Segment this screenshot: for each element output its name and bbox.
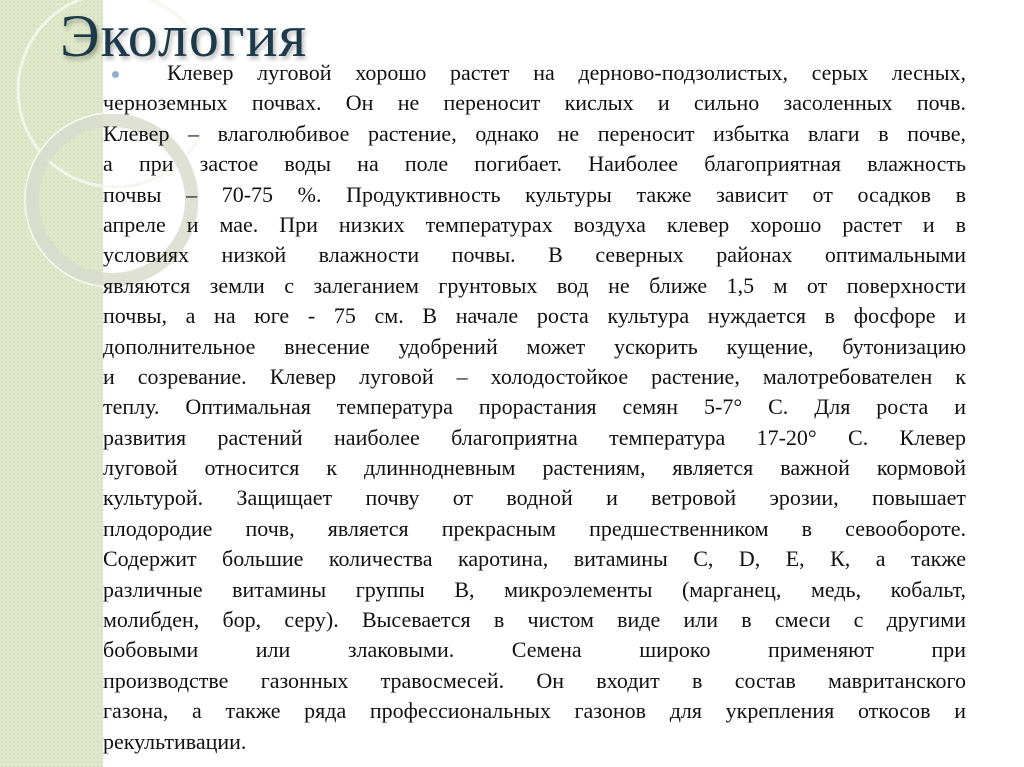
text-line: бобовыми или злаковыми. Семена широко применяют при (103, 637, 966, 663)
text-line: Содержит большие количества каротина, витамины С, D, Е, К, а также (103, 546, 966, 572)
text-line: апреле и мае. При низких температурах воздуха клевер хорошо растет и в (103, 211, 966, 237)
text-line: луговой относится к длиннодневным растениям, является важной кормовой (103, 455, 966, 481)
text-line: развития растений наиболее благоприятна температура 17-20° С. Клевер (103, 424, 966, 450)
text-line: производстве газонных травосмесей. Он входит в состав мавританского (103, 667, 966, 693)
slide-title: Экология (60, 3, 308, 69)
text-line: культурой. Защищает почву от водной и ветровой эрозии, повышает (103, 485, 966, 511)
text-line: плодородие почв, является прекрасным предшественником в севообороте. (103, 515, 966, 541)
text-line: а при застое воды на поле погибает. Наиболее благоприятная влажность (103, 151, 966, 177)
text-line: дополнительное внесение удобрений может ускорить кущение, бутонизацию (103, 333, 966, 359)
text-line: являются земли с залеганием грунтовых вод не ближе 1,5 м от поверхности (103, 272, 966, 298)
text-line: почвы – 70-75 %. Продуктивность культуры также зависит от осадков в (103, 181, 966, 207)
text-line: рекультивации. (103, 728, 247, 754)
text-line: черноземных почвах. Он не переносит кислых и сильно засоленных почв. (103, 90, 966, 116)
text-line: почвы, а на юге - 75 см. В начале роста культура нуждается в фосфоре и (103, 303, 966, 329)
text-line: молибден, бор, серу). Высевается в чистом виде или в смеси с другими (103, 607, 966, 633)
text-line: условиях низкой влажности почвы. В северных районах оптимальными (103, 242, 966, 268)
text-line: газона, а также ряда профессиональных газонов для укрепления откосов и (103, 698, 966, 724)
text-line: различные витамины группы В, микроэлементы (марганец, медь, кобальт, (103, 576, 966, 602)
text-line: Клевер – влаголюбивое растение, однако не переносит избытка влаги в почве, (103, 120, 966, 146)
text-line: и созревание. Клевер луговой – холодостойкое растение, малотребователен к (103, 363, 966, 389)
slide-body-text (103, 58, 966, 757)
text-line: Клевер луговой хорошо растет на дерново-подзолистых, серых лесных, (167, 60, 966, 85)
text-line: теплу. Оптимальная температура прорастания семян 5-7° С. Для роста и (103, 394, 966, 420)
